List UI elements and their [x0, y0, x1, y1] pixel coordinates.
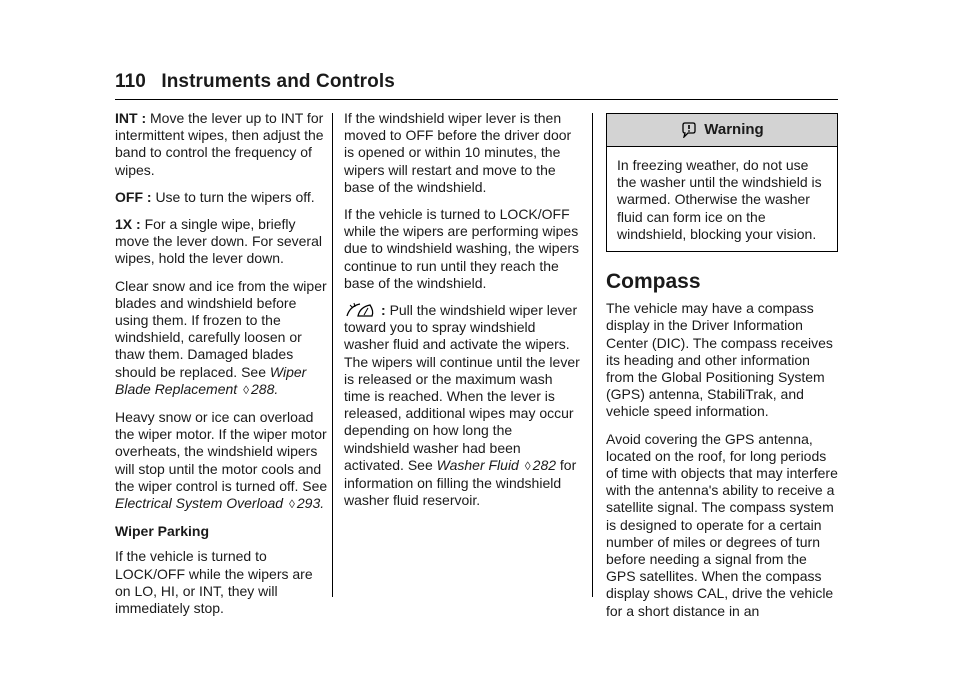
off-label: OFF :	[115, 188, 152, 205]
int-paragraph	[115, 110, 329, 179]
warning-body: In freezing weather, do not use the washer until the windshield is warmed. Otherwise the washer fluid can form ice on the windshield, blocking your vision.	[617, 157, 822, 242]
onex-paragraph	[115, 216, 329, 268]
column-divider-2	[592, 113, 593, 597]
windshield-washer-icon	[344, 302, 378, 318]
washer-tail-text: for information on filling the windshield washer fluid reservoir.	[344, 456, 577, 509]
warning-icon	[680, 122, 698, 138]
off-paragraph	[115, 189, 329, 206]
washer-fluid-page: 282	[532, 456, 557, 473]
page-reference-arrow-icon: ◊	[524, 458, 531, 473]
compass-paragraph-2: Avoid covering the GPS antenna, located on the roof, for long periods of time with objects that may interfere with the antenna's ability to receive a satellite signal. The compass system is designed to operate for a certain number of miles or degrees of turn before needing a signal from the GPS satellites. When the compass display shows CAL, drive the vehicle for a short distance in an	[606, 430, 838, 619]
washer-fluid-text: Washer Fluid	[436, 456, 519, 473]
wiper-blade-replacement-page: 288	[251, 380, 275, 397]
restart-paragraph: If the windshield wiper lever is then moved to OFF before the driver door is opened or within 10 minutes, the wipers will restart and move to the base of the windshield.	[344, 110, 572, 195]
washer-text: Pull the windshield wiper lever toward you to spray windshield washer fluid and activate the wipers. The wipers will continue until the lever is released or the maximum wash time is reached. When the lever is released, additional wipes may occur depending on how long the windshield washer had been activated. See	[344, 302, 580, 473]
compass-heading: Compass	[606, 270, 701, 294]
wiper-blade-replacement-text: Wiper Blade Replacement	[115, 363, 307, 397]
heavy-snow-paragraph	[115, 409, 329, 513]
wiper-parking-heading: Wiper Parking	[115, 523, 210, 540]
warning-box	[606, 113, 838, 252]
washer-fluid-link[interactable]	[437, 457, 560, 473]
column-1	[115, 110, 329, 627]
section-title: Instruments and Controls	[161, 71, 395, 92]
washer-colon: :	[381, 302, 386, 319]
page-reference-arrow-icon: ◊	[243, 382, 250, 397]
warning-header	[607, 114, 837, 147]
snow-text: Clear snow and ice from the wiper blades and windshield before using them. If frozen to the windshield, carefully loosen or thaw them. Damaged blades should be replaced. See	[115, 277, 327, 380]
electrical-system-overload-text: Electrical System Overload	[115, 495, 284, 512]
onex-text: For a single wipe, briefly move the lever down. For several wipes, hold the lever down.	[115, 216, 322, 267]
column-2	[344, 110, 580, 519]
page-reference-arrow-icon: ◊	[288, 497, 295, 512]
header-rule	[115, 99, 838, 100]
compass-paragraph-1: The vehicle may have a compass display in the Driver Information Center (DIC). The compass receives its heading and other information from the Global Positioning System (GPS) antenna, StabiliTrak, and vehicle speed information.	[606, 300, 833, 420]
snow-paragraph	[115, 278, 329, 399]
wiper-blade-replacement-link[interactable]: Wiper Blade Replacement ◊ 288.	[115, 363, 307, 397]
wiper-parking-paragraph: If the vehicle is turned to LOCK/OFF while the wipers are on LO, HI, or INT, they will immediately stop.	[115, 548, 313, 617]
electrical-system-overload-link[interactable]: Electrical System Overload ◊ 293.	[115, 495, 325, 512]
int-text: Move the lever up to INT for intermittent wipes, then adjust the band to control the frequency of wipes.	[115, 110, 324, 178]
warning-title: Warning	[704, 121, 764, 139]
off-text: Use to turn the wipers off.	[155, 188, 315, 205]
page-number: 110	[115, 71, 146, 92]
column-divider-1	[332, 113, 333, 597]
onex-label: 1X :	[115, 216, 141, 233]
column-3	[606, 110, 838, 630]
electrical-system-overload-page: 293	[296, 495, 321, 512]
int-label: INT :	[115, 110, 147, 126]
lock-off-paragraph: If the vehicle is turned to LOCK/OFF while the wipers are performing wipes due to windshield washing, the wipers continue to run until they reach the base of the windshield.	[344, 206, 580, 291]
heavy-snow-text: Heavy snow or ice can overload the wiper motor. If the wiper motor overheats, the windshield wipers will stop until the motor cools and the wiper control is turned off. See	[115, 409, 328, 494]
washer-paragraph	[344, 302, 580, 509]
page-header	[115, 71, 395, 93]
